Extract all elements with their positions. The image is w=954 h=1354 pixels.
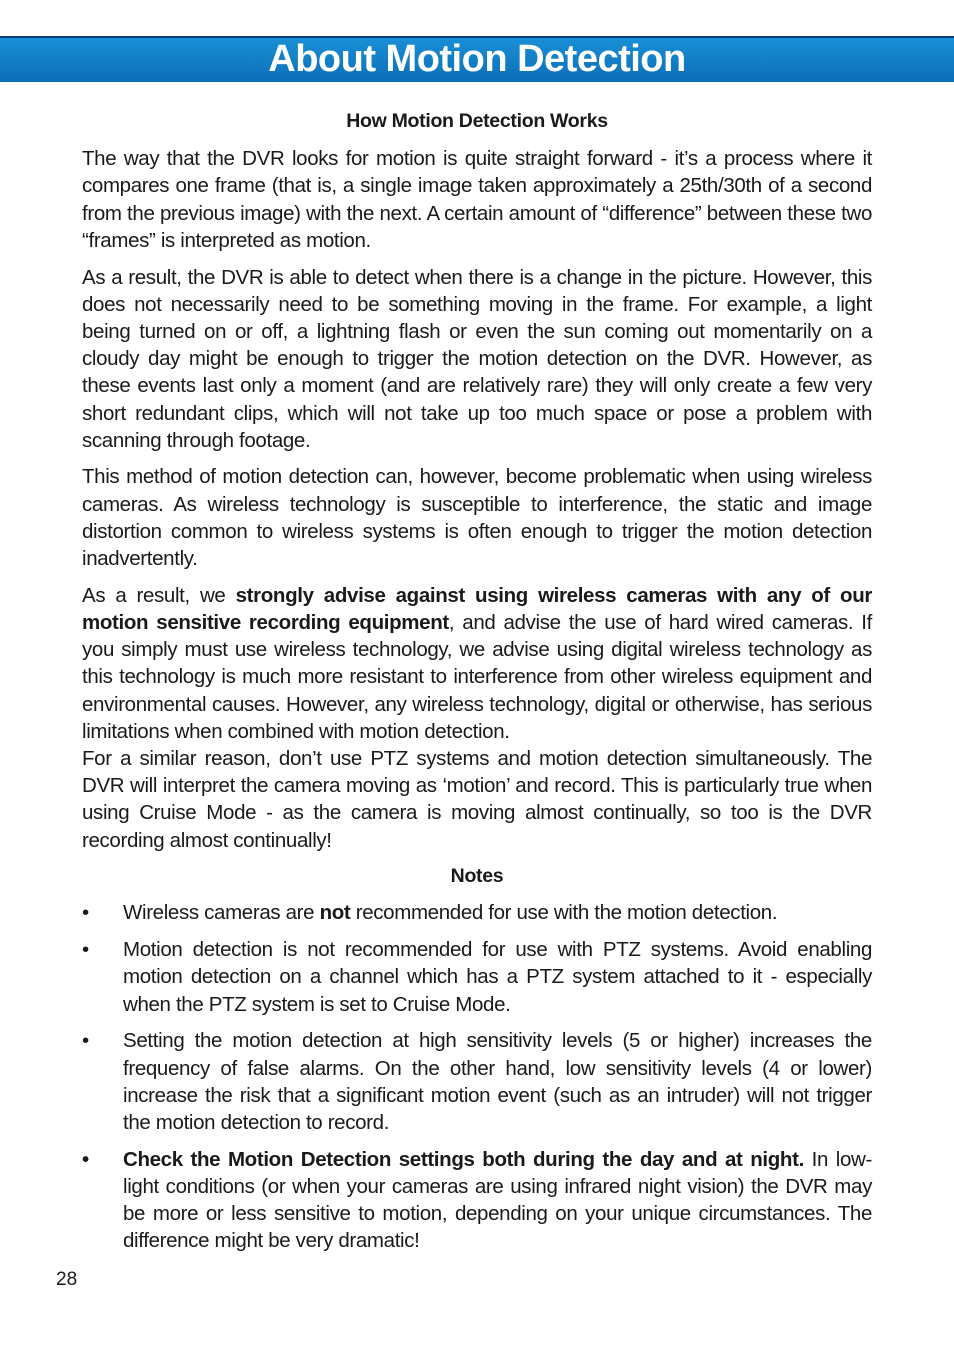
paragraph-ptz-warning: For a similar reason, don’t use PTZ systems and motion detection simultaneously. The DVR will interpret the camera moving as ‘motion’ and record. This is particularly true when using Cruise Mode - as the camera is moving almost continually, so too is the DVR recording almost continually! [82, 746, 872, 852]
paragraph-wireless-advice-bold: strongly advise against using wireless cameras with any of our motion sensitive recording equipment [82, 583, 872, 634]
bullet-icon: • [82, 1029, 89, 1053]
list-item [82, 1027, 872, 1136]
page-number: 28 [56, 1269, 78, 1290]
note-1-post: recommended for use with the motion detection. [350, 901, 778, 925]
list-item [82, 936, 872, 1018]
paragraph-change-detection: As a result, the DVR is able to detect when there is a change in the picture. However, this does not necessarily need to be something moving in the frame. For example, a light being turned on or off, a lightning flash or even the sun coming out momentarily on a cloudy day might be enough to trigger the motion detection on the DVR. However, as these events last only a moment (and are relatively rare) they will only create a few very short redundant clips, which will not take up too much space or pose a problem with scanning through footage. [82, 265, 872, 452]
section-heading: How Motion Detection Works [346, 110, 608, 132]
note-3-text: Setting the motion detection at high sensitivity levels (5 or higher) increases the frequency of false alarms. On the other hand, low sensitivity levels (4 or lower) increase the risk that a significant motion event (such as an intruder) will not trigger the motion detection to record. [123, 1029, 872, 1134]
bullet-icon: • [82, 901, 89, 925]
paragraph-how-it-works: The way that the DVR looks for motion is quite straight forward - it’s a process where it compares one frame (that is, a single image taken approximately a 25th/30th of a second from the previous image) with the next. A certain amount of “difference” between these two “frames” is interpreted as motion. [82, 147, 872, 252]
note-1-bold: not [319, 901, 351, 925]
paragraph-wireless-advice-pre: As a result, we [82, 583, 236, 607]
note-2-text: Motion detection is not recommended for use with PTZ systems. Avoid enabling motion detection on a channel which has a PTZ system attached to it - especially when the PTZ system is set to Cruise Mode. [123, 938, 872, 1016]
paragraph-wireless-problem: This method of motion detection can, however, become problematic when using wireless cameras. As wireless technology is susceptible to interference, the static and image distortion common to wireless systems is often enough to trigger the motion detection inadvertently. [82, 465, 872, 571]
bullet-icon: • [82, 938, 89, 962]
paragraph-wireless-advice [82, 582, 872, 745]
note-4-bold: Check the Motion Detection settings both during the day and at night. [123, 1147, 804, 1171]
note-4-post: In low-light conditions (or when your cameras are using infrared night vision) the DVR may be more or less sensitive to motion, depending on your unique circumstances. The difference might be very dramatic! [123, 1147, 872, 1253]
page-title: About Motion Detection [268, 38, 686, 80]
notes-list [82, 899, 872, 1254]
list-item [82, 1146, 872, 1255]
bullet-icon: • [82, 1147, 89, 1171]
paragraph-wireless-advice-post: , and advise the use of hard wired cameras. If you simply must use wireless technology, we advise using digital wireless technology as this technology is much more resistant to interference from other wireless equipment and environmental causes. However, any wireless technology, digital or otherwise, has serious limitations when combined with motion detection. [82, 610, 872, 743]
main-content [82, 108, 872, 1264]
note-1-pre: Wireless cameras are [123, 901, 320, 925]
notes-heading: Notes [450, 865, 504, 888]
list-item [82, 899, 872, 926]
